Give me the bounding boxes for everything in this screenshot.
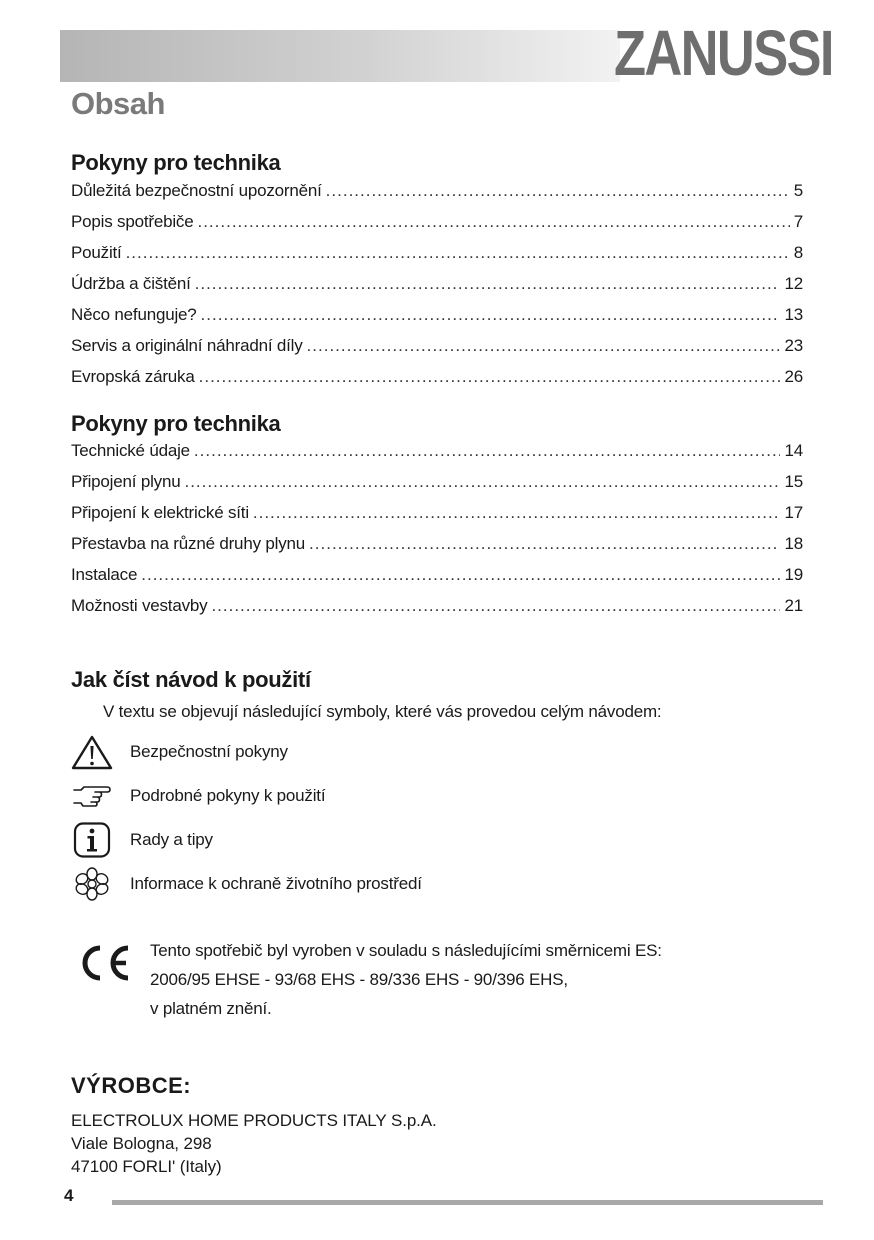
brand-logo: ZANUSSI <box>614 17 833 89</box>
toc-page: 17 <box>784 503 803 522</box>
toc-label: Důležitá bezpečnostní upozornění <box>71 181 322 200</box>
manufacturer-address <box>71 1109 437 1178</box>
toc-label: Něco nefunguje? <box>71 305 197 324</box>
toc-label: Údržba a čištění <box>71 274 191 293</box>
toc-leader <box>307 336 781 356</box>
toc-item[interactable] <box>71 243 803 274</box>
symbol-label: Podrobné pokyny k použití <box>130 786 326 805</box>
page-number: 4 <box>64 1186 74 1205</box>
pointing-hand-icon <box>71 778 113 814</box>
toc-page: 23 <box>784 336 803 355</box>
flower-icon <box>71 866 113 902</box>
toc-page: 8 <box>793 243 803 262</box>
ce-mark-icon <box>76 942 132 984</box>
toc-label: Možnosti vestavby <box>71 596 208 615</box>
toc-label: Servis a originální náhradní díly <box>71 336 303 355</box>
section-title-2: Pokyny pro technika <box>71 411 281 436</box>
toc-item[interactable] <box>71 212 803 243</box>
toc-leader <box>184 472 780 492</box>
toc-item[interactable] <box>71 565 803 596</box>
toc-label: Přestavba na různé druhy plynu <box>71 534 306 553</box>
warning-triangle-icon <box>71 734 113 770</box>
toc-leader <box>253 503 781 523</box>
ce-line: 2006/95 EHSE - 93/68 EHS - 89/336 EHS - 90/396 EHS, <box>150 970 568 989</box>
toc-item[interactable] <box>71 336 803 367</box>
toc-page: 5 <box>793 181 803 200</box>
toc-page: 26 <box>784 367 803 386</box>
toc-page: 12 <box>784 274 803 293</box>
manufacturer-line: Viale Bologna, 298 <box>71 1134 212 1153</box>
toc-label: Připojení k elektrické síti <box>71 503 249 522</box>
toc-page: 14 <box>784 441 803 460</box>
toc-leader <box>197 212 789 232</box>
toc-page: 18 <box>784 534 803 553</box>
guide-intro: V textu se objevují následující symboly, které vás provedou celým návodem: <box>103 702 662 721</box>
toc-item[interactable] <box>71 472 803 503</box>
manufacturer-title: VÝROBCE: <box>71 1073 192 1098</box>
toc-leader <box>309 534 780 554</box>
toc-leader <box>199 367 781 387</box>
toc-page: 21 <box>784 596 803 615</box>
section-title-1: Pokyny pro technika <box>71 150 281 175</box>
ce-declaration <box>150 936 662 1023</box>
header-gradient-bar <box>60 30 620 82</box>
symbol-label: Informace k ochraně životního prostředí <box>130 874 422 893</box>
ce-line: v platném znění. <box>150 999 272 1018</box>
toc-page: 15 <box>784 472 803 491</box>
ce-line: Tento spotřebič byl vyroben v souladu s následujícími směrnicemi ES: <box>150 941 662 960</box>
toc-label: Instalace <box>71 565 138 584</box>
page-title: Obsah <box>71 86 165 121</box>
toc-label: Použití <box>71 243 122 262</box>
toc-item[interactable] <box>71 441 803 472</box>
toc-item[interactable] <box>71 503 803 534</box>
toc-page: 13 <box>784 305 803 324</box>
toc-leader <box>194 441 781 461</box>
toc-page: 7 <box>793 212 803 231</box>
toc-label: Připojení plynu <box>71 472 181 491</box>
info-icon <box>71 822 113 858</box>
toc-label: Popis spotřebiče <box>71 212 194 231</box>
toc-leader <box>211 596 780 616</box>
toc-item[interactable] <box>71 181 803 212</box>
toc-list-1 <box>71 181 803 398</box>
symbol-row <box>71 734 288 770</box>
guide-title: Jak číst návod k použití <box>71 667 311 692</box>
toc-label: Evropská záruka <box>71 367 195 386</box>
toc-item[interactable] <box>71 305 803 336</box>
toc-leader <box>126 243 790 263</box>
toc-item[interactable] <box>71 596 803 627</box>
toc-page: 19 <box>784 565 803 584</box>
symbol-label: Rady a tipy <box>130 830 213 849</box>
symbol-row <box>71 866 422 902</box>
toc-label: Technické údaje <box>71 441 190 460</box>
toc-item[interactable] <box>71 534 803 565</box>
toc-item[interactable] <box>71 274 803 305</box>
toc-leader <box>201 305 781 325</box>
footer-divider <box>112 1200 823 1205</box>
symbol-label: Bezpečnostní pokyny <box>130 742 288 761</box>
manufacturer-line: 47100 FORLI' (Italy) <box>71 1157 222 1176</box>
toc-leader <box>195 274 781 294</box>
toc-list-2 <box>71 441 803 627</box>
symbol-row <box>71 778 325 814</box>
toc-leader <box>326 181 790 201</box>
manufacturer-line: ELECTROLUX HOME PRODUCTS ITALY S.p.A. <box>71 1111 437 1130</box>
toc-leader <box>141 565 780 585</box>
symbol-row <box>71 822 213 858</box>
toc-item[interactable] <box>71 367 803 398</box>
